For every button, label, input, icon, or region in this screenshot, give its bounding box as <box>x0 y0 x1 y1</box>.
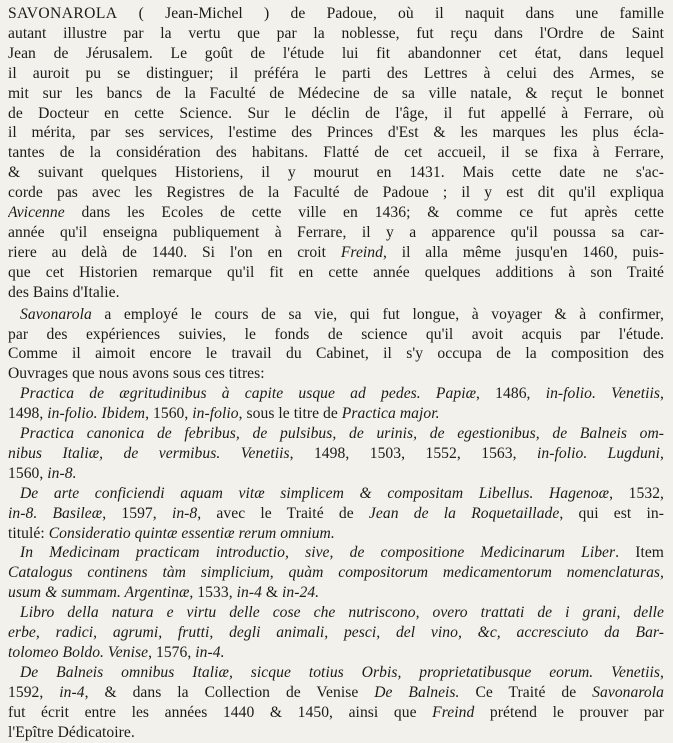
line-text: il mérita, par ses services, l'estime des Princes d'Est & les marques les plus écla- <box>8 124 664 142</box>
text-line <box>8 203 664 223</box>
line-text: ( Jean-Michel ) de Padoue, où il naquit dans une famille <box>117 5 664 22</box>
line-text: que cet Historien remarque qu'il fit en cette année quelques additions à son Traité <box>8 263 664 281</box>
italic-text: De arte conficiendi aquam vitæ simplicem & compositam Libellus. Hagenoæ <box>20 484 610 502</box>
italic-text: in-4 <box>236 584 262 602</box>
text-line <box>8 364 664 384</box>
italic-text: Jean de la Roquetaillade <box>368 504 560 522</box>
line-text: corde pas avec les Registres de la Faculté de Padoue ; il y est dit qu'il expliqua <box>8 184 664 202</box>
italic-text: Avicenne <box>8 204 65 222</box>
text-line <box>8 543 664 563</box>
text-line <box>8 643 664 663</box>
text-line <box>8 263 664 283</box>
italic-text: in-folio. Venetiis <box>545 385 661 403</box>
line-text: , avec le Traité de <box>197 504 369 522</box>
italic-text: Freind <box>432 703 475 721</box>
line-text: , il alla même jusqu'en 1460, puis- <box>383 243 664 261</box>
italic-text: in-folio <box>192 405 239 423</box>
line-text: , 1532, <box>609 484 664 502</box>
line-text: a employé le cours de sa vie, qui fut longue, à voyager & à confirmer, <box>91 305 664 323</box>
italic-text: in-8. Basileæ <box>8 504 103 522</box>
text-line <box>8 44 664 64</box>
text-line <box>8 305 664 325</box>
text-line <box>8 524 664 544</box>
italic-text: usum & summam. Argentinæ <box>8 584 190 602</box>
text-line <box>8 603 664 623</box>
italic-text: Freind <box>340 243 383 261</box>
line-text: Ce Traité de <box>459 683 593 701</box>
text-line <box>8 163 664 183</box>
italic-text: tolomeo Boldo. Venise <box>8 644 149 661</box>
italic-text: Practica major. <box>341 405 440 423</box>
italic-text: De Balneis omnibus Italiæ, sicque totius Orbis, proprietatibusque eorum. Venetiis <box>20 663 661 681</box>
line-text: , 1498, 1503, 1552, 1563, <box>289 444 537 462</box>
text-line <box>8 563 664 583</box>
line-text: , qui est in- <box>559 504 664 522</box>
italic-text: nibus Italiæ, de vermibus. Venetiis <box>8 444 290 462</box>
line-text: & <box>261 584 282 602</box>
italic-text: Libro della natura e virtu delle cose che nutriscono, overo trattati de i grani, delle <box>20 604 664 622</box>
line-text: riere au delà de 1440. Si l'on en croit <box>8 243 341 261</box>
text-line <box>8 344 664 364</box>
text-line <box>8 424 664 444</box>
text-line <box>8 583 664 603</box>
text-line <box>8 123 664 143</box>
line-text: , 1576, <box>148 644 196 661</box>
line-text: 1498, <box>8 405 48 423</box>
line-text: de Docteur en cette Science. Sur le déclin de l'âge, il fut appellé à Ferrare, où <box>8 104 664 122</box>
line-text: année qu'il enseigna publiquement à Ferrare, il y a apparence qu'il poussa sa car- <box>8 223 664 241</box>
line-text: 1592, <box>8 683 60 701</box>
text-line <box>8 283 664 303</box>
text-line <box>8 183 664 203</box>
text-line <box>8 404 664 424</box>
text-line <box>8 444 664 464</box>
italic-text: in-folio. Lugduni <box>537 444 661 462</box>
line-text: par des expériences suivies, le fonds de science qu'il avoit acquis par l'étude. <box>8 325 664 343</box>
text-line <box>8 663 664 683</box>
line-text: tantes de la considération des habitans. Flatté de cet accueil, il se fixa à Ferrare, <box>8 144 664 162</box>
text-line <box>8 504 664 524</box>
text-line <box>8 464 664 484</box>
italic-text: Catalogus continens tàm simplicium, quàm compositorum medicamentorum nomenclaturas, <box>8 564 664 582</box>
text-line <box>8 623 664 643</box>
italic-text: erbe, radici, agrumi, frutti, degli animali, pesci, del vino, &c, accresciuto da Bar- <box>8 624 664 642</box>
italic-text: Savonarola <box>592 683 664 701</box>
text-line <box>8 484 664 504</box>
line-text: mit sur les bancs de la Faculté de Médecine de sa ville natale, & reçut le bonnet <box>8 84 664 102</box>
line-text: & suivant quelques Historiens, il y mourut en 1431. Mais cette date ne s'ac- <box>8 164 664 182</box>
line-text: l'Epître Dédicatoire. <box>8 723 135 741</box>
line-text: Jean de Jérusalem. Le goût de l'étude lui fit abandonner cet état, dans lequel <box>8 44 664 62</box>
text-line <box>8 84 664 104</box>
line-text: . Item <box>615 544 664 562</box>
line-text: il auroit pu se distinguer; il préféra le parti des Lettres à celui des Armes, se <box>8 64 664 82</box>
text-line <box>8 243 664 263</box>
text-line <box>8 223 664 243</box>
italic-text: Practica de ægritudinibus à capite usque ad pedes. Papiæ <box>20 385 477 403</box>
text-line <box>8 64 664 84</box>
text-line <box>8 703 664 723</box>
italic-text: Consideratio quintæ essentiæ rerum omnium. <box>48 524 335 542</box>
line-text: , <box>660 385 664 403</box>
line-text: fut écrit entre les années 1440 & 1450, ainsi que <box>8 703 433 721</box>
line-text: autant illustre par la vertu que par la noblesse, fut reçu dans l'Ordre de Saint <box>8 24 664 42</box>
italic-text: in-folio. Ibidem <box>47 405 146 423</box>
line-text: , 1533, <box>189 584 237 602</box>
line-text: titulé: <box>8 524 49 542</box>
line-text: 1560, <box>8 464 48 482</box>
line-text: des Bains d'Italie. <box>8 283 120 301</box>
text-line <box>8 4 664 24</box>
entry-headword: SAVONAROLA <box>8 5 118 22</box>
line-text: , <box>660 444 664 462</box>
line-text: prétend le prouver par <box>474 703 664 721</box>
text-line <box>8 143 664 163</box>
italic-text: in-24. <box>282 584 320 602</box>
text-line <box>8 24 664 44</box>
line-text: , 1486, <box>476 385 546 403</box>
line-text: , 1560, <box>145 405 193 423</box>
text-line <box>8 683 664 703</box>
italic-text: in-4 <box>59 683 85 701</box>
italic-text: in-8 <box>171 504 198 522</box>
text-line <box>8 104 664 124</box>
line-text: , sous le titre de <box>238 405 342 423</box>
italic-text: In Medicinam practicam introductio, sive, de compositione Medicinarum Liber <box>20 544 616 562</box>
italic-text: Savonarola <box>20 305 92 323</box>
line-text: dans les Ecoles de cette ville en 1436; & comme ce fut après cette <box>64 204 664 222</box>
italic-text: in-4. <box>195 644 225 661</box>
line-text: Ouvrages que nous avons sous ces titres: <box>8 365 265 383</box>
line-text: Comme il aimoit encore le travail du Cabinet, il s'y occupa de la composition des <box>8 345 664 363</box>
italic-text: De Balneis. <box>374 683 460 701</box>
line-text: , & dans la Collection de Venise <box>84 683 375 701</box>
line-text: , <box>660 663 664 681</box>
italic-text: Practica canonica de febribus, de pulsibus, de urinis, de egestionibus, de Balneis om- <box>20 425 664 443</box>
line-text: , 1597, <box>102 504 172 522</box>
text-line <box>8 384 664 404</box>
text-line <box>8 723 664 743</box>
italic-text: in-8. <box>47 464 77 482</box>
text-line <box>8 325 664 345</box>
